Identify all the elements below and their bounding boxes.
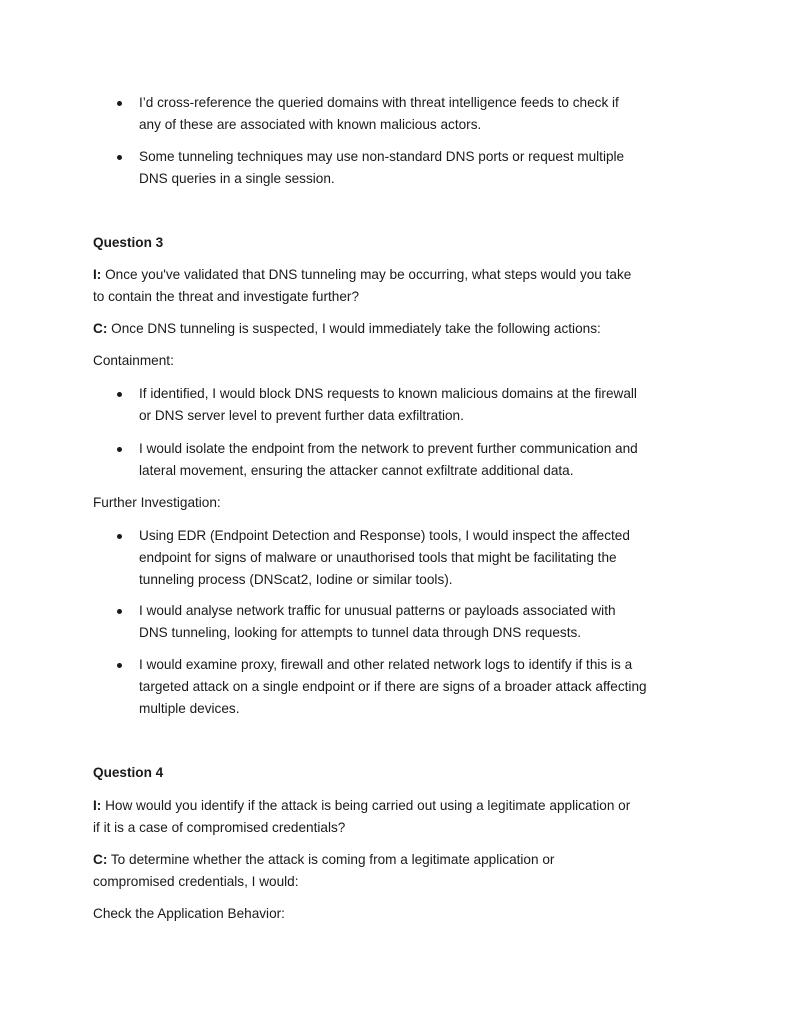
bullet-line: I’d cross-reference the queried domains with threat intelligence feeds to check if — [139, 95, 619, 110]
bullet-item — [139, 92, 739, 136]
further-investigation-label — [93, 492, 713, 514]
line-text: compromised credentials, I would: — [93, 874, 299, 889]
bullet-line: DNS tunneling, looking for attempts to tunnel data through DNS requests. — [139, 625, 582, 640]
bullet-line: Some tunneling techniques may use non-standard DNS ports or request multiple — [139, 149, 625, 164]
q4-interviewer-line — [93, 817, 713, 839]
bullet-dot-icon — [117, 534, 122, 539]
line-text: Once you've validated that DNS tunneling may be occurring, what steps would you take — [101, 267, 632, 282]
line-text: to contain the threat and investigate further? — [93, 289, 360, 304]
bullet-line: tunneling process (DNScat2, Iodine or similar tools). — [139, 572, 453, 587]
bullet-item — [139, 654, 739, 720]
q4-heading — [93, 762, 713, 784]
bullet-line: any of these are associated with known malicious actors. — [139, 117, 482, 132]
bullet-dot-icon — [117, 392, 122, 397]
bullet-line: I would isolate the endpoint from the network to prevent further communication and — [139, 441, 638, 456]
q3-interviewer-line — [93, 264, 713, 286]
bullet-item — [139, 146, 739, 190]
containment-label — [93, 350, 713, 372]
bullet-item — [139, 438, 739, 482]
q3-heading-text: Question 3 — [93, 235, 164, 250]
q4-candidate-line — [93, 871, 713, 893]
q3-interviewer — [93, 264, 713, 308]
bullet-item — [139, 525, 739, 591]
line-text: if it is a case of compromised credentials? — [93, 820, 346, 835]
speaker-label: C: — [93, 852, 108, 867]
bullet-line: I would examine proxy, firewall and other related network logs to identify if this is a — [139, 657, 633, 672]
bullet-line: lateral movement, ensuring the attacker cannot exfiltrate additional data. — [139, 463, 574, 478]
q3-candidate-line — [93, 318, 713, 340]
bullet-dot-icon — [117, 663, 122, 668]
speaker-label: I: — [93, 798, 102, 813]
q4-candidate-line — [93, 849, 713, 871]
further-investigation-label-text: Further Investigation: — [93, 495, 221, 510]
bullet-line: DNS queries in a single session. — [139, 171, 335, 186]
bullet-line: Using EDR (Endpoint Detection and Response) tools, I would inspect the affected — [139, 528, 630, 543]
bullet-dot-icon — [117, 101, 122, 106]
check-behavior-label — [93, 903, 713, 925]
bullet-line: endpoint for signs of malware or unauthorised tools that might be facilitating the — [139, 550, 617, 565]
line-text: To determine whether the attack is coming from a legitimate application or — [107, 852, 555, 867]
check-behavior-label-text: Check the Application Behavior: — [93, 906, 285, 921]
bullet-line: I would analyse network traffic for unusual patterns or payloads associated with — [139, 603, 616, 618]
q4-interviewer — [93, 795, 713, 839]
bullet-dot-icon — [117, 447, 122, 452]
bullet-item — [139, 600, 739, 644]
q3-interviewer-line — [93, 286, 713, 308]
bullet-dot-icon — [117, 609, 122, 614]
q4-candidate — [93, 849, 713, 893]
line-text: Once DNS tunneling is suspected, I would immediately take the following actions: — [107, 321, 601, 336]
speaker-label: I: — [93, 267, 102, 282]
q3-heading — [93, 232, 713, 254]
bullet-line: targeted attack on a single endpoint or if there are signs of a broader attack affecting — [139, 679, 647, 694]
q3-candidate — [93, 318, 713, 340]
q4-interviewer-line — [93, 795, 713, 817]
speaker-label: C: — [93, 321, 108, 336]
containment-label-text: Containment: — [93, 353, 174, 368]
bullet-dot-icon — [117, 155, 122, 160]
line-text: How would you identify if the attack is being carried out using a legitimate application or — [101, 798, 631, 813]
bullet-line: multiple devices. — [139, 701, 240, 716]
bullet-line: If identified, I would block DNS requests to known malicious domains at the firewall — [139, 386, 637, 401]
q4-heading-text: Question 4 — [93, 765, 164, 780]
bullet-item — [139, 383, 739, 427]
bullet-line: or DNS server level to prevent further data exfiltration. — [139, 408, 464, 423]
